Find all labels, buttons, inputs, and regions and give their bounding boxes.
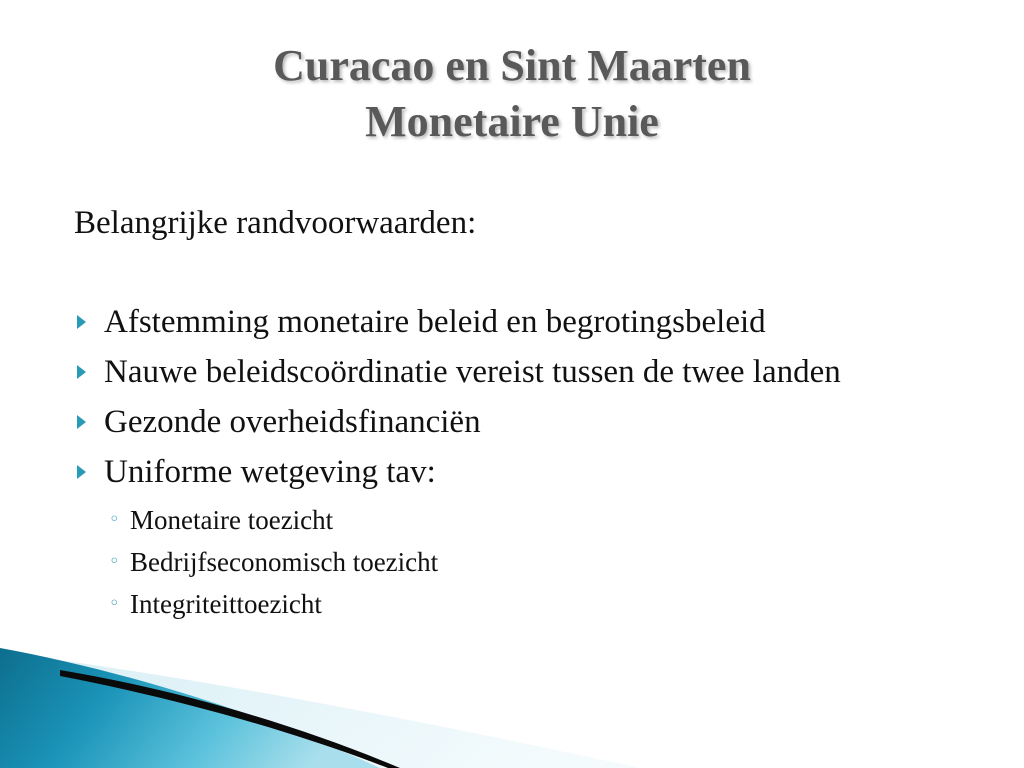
intro-text: Belangrijke randvoorwaarden: (74, 205, 477, 241)
slide-title (0, 38, 1024, 150)
title-line-2: Monetaire Unie (365, 97, 659, 146)
title-line-1: Curacao en Sint Maarten (273, 41, 751, 90)
bullet-item (74, 400, 954, 444)
circle-outline-icon: ◦ (109, 593, 120, 614)
circle-outline-icon: ◦ (109, 509, 120, 530)
triangle-right-icon (77, 365, 86, 379)
triangle-right-icon (77, 465, 86, 479)
bullet-list (74, 300, 954, 626)
bullet-text: Nauwe beleidscoördinatie vereist tussen de twee landen (104, 354, 841, 390)
subbullet-text: Monetaire toezicht (130, 505, 334, 535)
bullet-item (74, 450, 954, 494)
subbullet-item (74, 582, 954, 626)
subbullet-text: Integriteittoezicht (130, 589, 322, 619)
triangle-right-icon (77, 315, 86, 329)
bullet-text: Gezonde overheidsfinanciën (104, 404, 481, 440)
triangle-right-icon (77, 415, 86, 429)
circle-outline-icon: ◦ (109, 551, 120, 572)
subbullet-text: Bedrijfseconomisch toezicht (130, 547, 439, 577)
subbullet-item (74, 498, 954, 542)
bullet-item (74, 300, 954, 344)
subbullet-item (74, 540, 954, 584)
bullet-text: Uniforme wetgeving tav: (104, 454, 436, 490)
bullet-item (74, 350, 954, 394)
bullet-text: Afstemming monetaire beleid en begrotingsbeleid (104, 304, 766, 340)
